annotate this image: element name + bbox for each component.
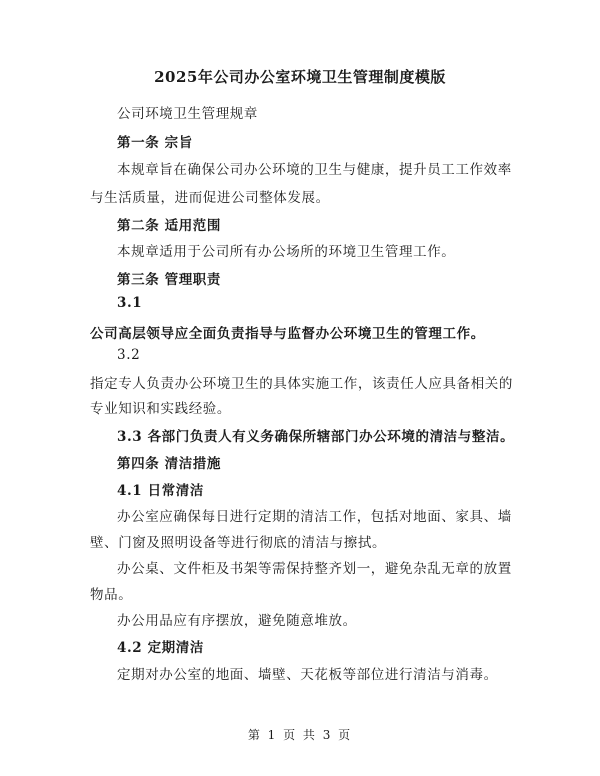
article1-line: 本规章旨在确保公司办公环境的卫生与健康，提升员工工作效率 [117, 162, 512, 178]
sub-4-2-heading: 4.2 定期清洁 [117, 640, 204, 656]
sub-4-1-heading: 4.1 日常清洁 [117, 483, 204, 499]
sub-4-2-line: 定期对办公室的地面、墙壁、天花板等部位进行清洁与消毒。 [117, 667, 498, 683]
item-3-1-text: 公司高层领导应全面负责指导与监督办公环境卫生的管理工作。 [90, 326, 485, 342]
sub-4-1-line: 办公桌、文件柜及书架等需保持整齐划一，避免杂乱无章的放置 [117, 561, 512, 577]
page-footer: 第 1 页 共 3 页 [247, 728, 353, 742]
sub-4-1-line: 物品。 [90, 587, 133, 603]
item-3-2-line: 专业知识和实践经验。 [90, 401, 231, 417]
article4-heading: 第四条 清洁措施 [117, 456, 221, 472]
article2-heading: 第二条 适用范围 [117, 218, 221, 234]
sub-4-1-line: 壁、门窗及照明设备等进行彻底的清洁与擦拭。 [90, 535, 387, 551]
article2-line: 本规章适用于公司所有办公场所的环境卫生管理工作。 [117, 244, 456, 260]
document-subtitle: 公司环境卫生管理规章 [117, 106, 258, 122]
item-3-1-number: 3.1 [117, 295, 143, 311]
item-3-3: 3.3 各部门负责人有义务确保所辖部门办公环境的清洁与整洁。 [117, 429, 515, 445]
article1-line: 与生活质量，进而促进公司整体发展。 [90, 190, 330, 206]
item-3-2-number: 3.2 [117, 347, 141, 363]
article1-heading: 第一条 宗旨 [117, 135, 193, 151]
sub-4-1-line: 办公室应确保每日进行定期的清洁工作，包括对地面、家具、墙 [117, 509, 512, 525]
document-title: 2025年公司办公室环境卫生管理制度模版 [154, 68, 446, 86]
item-3-2-line: 指定专人负责办公环境卫生的具体实施工作，该责任人应具备相关的 [90, 376, 513, 392]
article3-heading: 第三条 管理职责 [117, 272, 221, 288]
sub-4-1-line: 办公用品应有序摆放，避免随意堆放。 [117, 613, 357, 629]
